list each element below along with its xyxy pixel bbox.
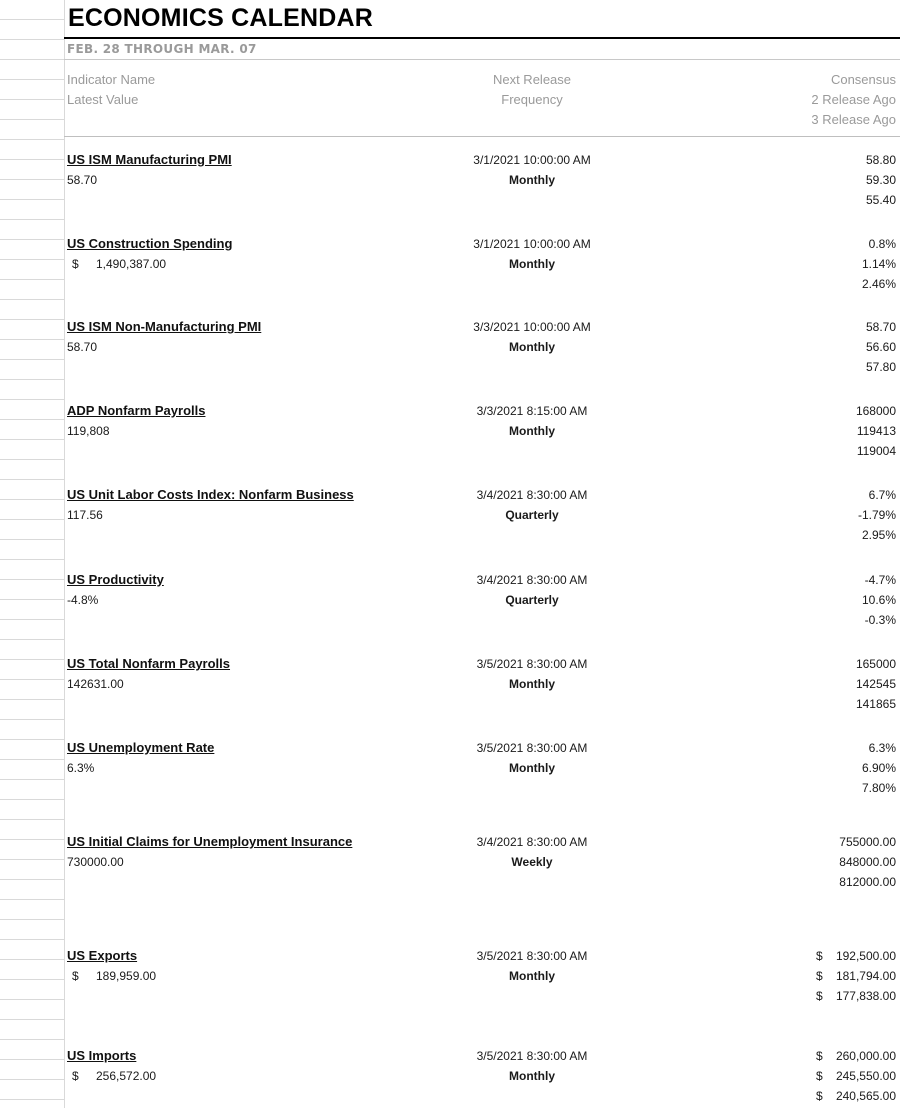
- frequency: Quarterly: [505, 593, 559, 607]
- frequency: Monthly: [509, 424, 555, 438]
- indicator-row: [64, 485, 900, 556]
- latest-value: 58.70: [67, 173, 98, 187]
- indicator-name-link[interactable]: ADP Nonfarm Payrolls: [67, 403, 206, 418]
- two-release-ago-value: 119413: [856, 424, 896, 438]
- currency-symbol: $: [72, 969, 79, 983]
- latest-value: 58.70: [67, 340, 98, 354]
- latest-value: 142631.00: [67, 677, 124, 691]
- page-title: ECONOMICS CALENDAR: [68, 4, 373, 32]
- next-release: 3/5/2021 8:30:00 AM: [476, 1049, 588, 1063]
- header-consensus: Consensus: [830, 72, 896, 87]
- two-release-ago-value: 848000.00: [839, 855, 896, 869]
- date-range: FEB. 28 THROUGH MAR. 07: [67, 42, 257, 56]
- consensus-value: 755000.00: [839, 835, 896, 849]
- two-release-ago-value: 142545: [855, 677, 896, 691]
- header-indicator-name: Indicator Name: [67, 72, 156, 87]
- three-release-ago-value: 812000.00: [839, 875, 896, 889]
- next-release: 3/3/2021 8:15:00 AM: [476, 404, 588, 418]
- currency-symbol: $: [72, 1069, 79, 1083]
- consensus-value: -4.7%: [864, 573, 896, 587]
- three-release-ago-value: 55.40: [865, 193, 896, 207]
- frequency: Monthly: [509, 677, 555, 691]
- three-release-ago-value: 7.80%: [861, 781, 896, 795]
- next-release: 3/4/2021 8:30:00 AM: [476, 835, 588, 849]
- header-frequency: Frequency: [501, 92, 563, 107]
- consensus-value: 168000: [855, 404, 896, 418]
- indicator-row: [64, 832, 900, 926]
- indicator-name-link[interactable]: US Imports: [67, 1048, 137, 1063]
- three-release-ago-value: -0.3%: [864, 613, 896, 627]
- consensus-value: 6.7%: [868, 488, 896, 502]
- header-latest-value: Latest Value: [67, 92, 139, 107]
- latest-money: [67, 254, 166, 274]
- next-release: 3/5/2021 8:30:00 AM: [476, 741, 588, 755]
- two-release-ago-value: 1.14%: [861, 257, 896, 271]
- latest-amount: 1,490,387.00: [96, 257, 167, 271]
- date-divider: [64, 59, 900, 60]
- indicator-name-link[interactable]: US Productivity: [67, 572, 164, 587]
- release-values: [862, 570, 896, 630]
- amount: 260,000.00: [835, 1049, 896, 1063]
- title-divider: [64, 37, 900, 39]
- three-release-ago-value: 2.95%: [861, 528, 896, 542]
- header-next-release: Next Release: [492, 72, 572, 87]
- three-release-ago-value: 141865: [855, 697, 896, 711]
- three-release-ago-value: 57.80: [865, 360, 896, 374]
- indicator-row: [64, 570, 900, 640]
- frequency: Monthly: [509, 1069, 555, 1083]
- release-values: [862, 738, 896, 798]
- release-values: [866, 150, 896, 210]
- frequency: Weekly: [511, 855, 553, 869]
- consensus-value: [816, 946, 896, 966]
- amount: 177,838.00: [835, 989, 896, 1003]
- indicator-name-link[interactable]: US Construction Spending: [67, 236, 233, 251]
- latest-value: [67, 1066, 156, 1086]
- two-release-ago-value: 56.60: [865, 340, 896, 354]
- frequency: Monthly: [509, 761, 555, 775]
- indicator-row: [64, 1046, 900, 1108]
- three-release-ago-value: 119004: [856, 444, 896, 458]
- frequency: Monthly: [509, 340, 555, 354]
- header-right: [811, 70, 896, 130]
- frequency: Monthly: [509, 969, 555, 983]
- indicator-name-link[interactable]: US Total Nonfarm Payrolls: [67, 656, 231, 671]
- header-three-release-ago: 3 Release Ago: [811, 112, 896, 127]
- latest-money: [67, 966, 156, 986]
- release-values: [866, 317, 896, 377]
- consensus-value: 6.3%: [868, 741, 896, 755]
- three-release-ago-value: [816, 986, 896, 1006]
- currency-symbol: $: [816, 1049, 823, 1063]
- two-release-ago-value: 59.30: [865, 173, 896, 187]
- latest-value: 730000.00: [67, 855, 124, 869]
- amount: 192,500.00: [835, 949, 896, 963]
- calendar-sheet: [64, 0, 900, 1108]
- consensus-value: 58.80: [865, 153, 896, 167]
- header-left: [67, 70, 155, 110]
- currency-symbol: $: [816, 949, 823, 963]
- latest-amount: 189,959.00: [96, 969, 157, 983]
- two-release-ago-value: 10.6%: [861, 593, 896, 607]
- indicator-name-link[interactable]: US Exports: [67, 948, 138, 963]
- currency-symbol: $: [816, 1069, 823, 1083]
- next-release: 3/5/2021 8:30:00 AM: [476, 949, 588, 963]
- two-release-ago-value: 6.90%: [861, 761, 896, 775]
- latest-value: -4.8%: [67, 593, 99, 607]
- release-values: [858, 485, 896, 545]
- latest-amount: 256,572.00: [96, 1069, 157, 1083]
- next-release: 3/4/2021 8:30:00 AM: [476, 488, 588, 502]
- release-values: [816, 946, 896, 1006]
- latest-money: [67, 1066, 156, 1086]
- three-release-ago-value: [816, 1086, 896, 1106]
- indicator-row: [64, 234, 900, 303]
- two-release-ago-value: [816, 1066, 896, 1086]
- header-middle: [432, 70, 632, 110]
- release-values: [856, 401, 896, 461]
- release-values: [856, 654, 896, 714]
- release-values: [839, 832, 896, 892]
- next-release: 3/1/2021 10:00:00 AM: [473, 237, 591, 251]
- currency-symbol: $: [816, 1089, 823, 1103]
- consensus-value: 0.8%: [868, 237, 896, 251]
- indicator-name-link[interactable]: US Initial Claims for Unemployment Insurance: [67, 834, 353, 849]
- amount: 240,565.00: [835, 1089, 896, 1103]
- indicator-name-link[interactable]: US Unemployment Rate: [67, 740, 215, 755]
- latest-value: 119,808: [67, 424, 110, 438]
- frequency: Monthly: [509, 173, 555, 187]
- indicator-name-link[interactable]: US Unit Labor Costs Index: Nonfarm Business: [67, 487, 354, 502]
- frequency: Monthly: [509, 257, 555, 271]
- header-two-release-ago: 2 Release Ago: [811, 92, 896, 107]
- consensus-value: 165000: [855, 657, 896, 671]
- latest-value: 117.56: [67, 508, 103, 522]
- indicator-name-link[interactable]: US ISM Manufacturing PMI: [67, 152, 232, 167]
- latest-value: [67, 966, 156, 986]
- latest-value: [67, 254, 166, 274]
- indicator-row: [64, 150, 900, 220]
- consensus-value: [816, 1046, 896, 1066]
- amount: 181,794.00: [835, 969, 896, 983]
- indicator-name-link[interactable]: US ISM Non-Manufacturing PMI: [67, 319, 262, 334]
- release-values: [862, 234, 896, 294]
- indicator-row: [64, 401, 900, 471]
- frequency: Quarterly: [505, 508, 559, 522]
- next-release: 3/3/2021 10:00:00 AM: [473, 320, 591, 334]
- two-release-ago-value: -1.79%: [857, 508, 896, 522]
- next-release: 3/4/2021 8:30:00 AM: [476, 573, 588, 587]
- indicator-row: [64, 654, 900, 725]
- indicator-row: [64, 317, 900, 387]
- row-header-gutter: [0, 0, 65, 1108]
- two-release-ago-value: [816, 966, 896, 986]
- consensus-value: 58.70: [865, 320, 896, 334]
- amount: 245,550.00: [835, 1069, 896, 1083]
- three-release-ago-value: 2.46%: [861, 277, 896, 291]
- latest-value: 6.3%: [67, 761, 95, 775]
- next-release: 3/1/2021 10:00:00 AM: [473, 153, 591, 167]
- indicator-row: [64, 946, 900, 1026]
- release-values: [816, 1046, 896, 1106]
- header-divider: [64, 136, 900, 137]
- currency-symbol: $: [72, 257, 79, 271]
- currency-symbol: $: [816, 969, 823, 983]
- currency-symbol: $: [816, 989, 823, 1003]
- next-release: 3/5/2021 8:30:00 AM: [476, 657, 588, 671]
- indicator-row: [64, 738, 900, 816]
